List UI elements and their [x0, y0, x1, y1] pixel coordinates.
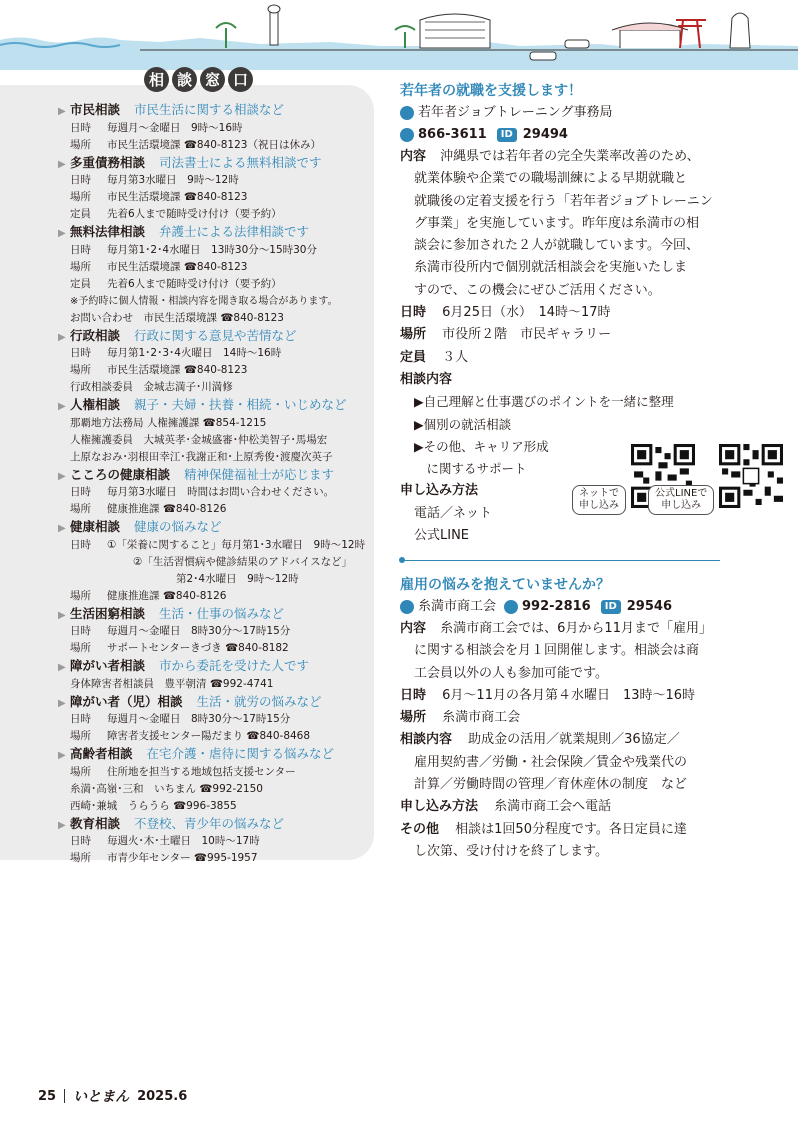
category-header [56, 693, 376, 712]
content-line: すので、この機会にぜひご活用ください。 [414, 282, 661, 298]
consultation-title [144, 67, 253, 92]
detail-row [56, 137, 376, 154]
consult-line: 助成金の活用／就業規則／36協定／ [468, 732, 680, 748]
category-name: こころの健康相談 [70, 466, 171, 482]
content-line: 糸満市役所内で個別就活相談会を実施いたしま [414, 260, 688, 276]
category-header [56, 605, 376, 624]
detail-row [56, 501, 376, 518]
detail-key: 日時 [70, 486, 91, 498]
detail-key: 場所 [70, 730, 91, 742]
date-label: 日時 [400, 687, 427, 703]
category-summary: 親子・夫婦・扶養・相続・いじめなど [134, 397, 347, 412]
triangle-icon: ▶ [58, 401, 66, 412]
page-footer [38, 1086, 187, 1106]
article-title: 雇用の悩みを抱えていませんか？ [400, 577, 610, 593]
detail-row [56, 623, 376, 640]
footer-divider [64, 1089, 65, 1103]
place-label: 場所 [400, 710, 427, 726]
article-title: 若年者の就職を支援します！ [400, 83, 582, 99]
content-line: 談会に参加された２人が就職しています。今回、 [414, 238, 699, 254]
org-contact-line [400, 596, 730, 618]
triangle-icon: ▶ [58, 662, 66, 673]
title-char: 相 [144, 67, 169, 92]
date-line [400, 302, 730, 324]
detail-key: 場所 [70, 260, 91, 273]
detail-row [56, 588, 376, 605]
other-block [400, 819, 730, 864]
consult-item: ▶個別の就活相談 [414, 416, 512, 432]
consult-block [400, 729, 730, 796]
category-header [56, 327, 376, 346]
phone-number: 866-3611 [418, 127, 487, 142]
apply-label: 申し込み方法 [400, 483, 479, 499]
consult-line: 計算／労働時間の管理／育休産休の制度 など [414, 777, 688, 793]
consultation-list [56, 101, 376, 867]
category-header [56, 745, 376, 764]
category-name: 健康相談 [70, 519, 121, 534]
triangle-icon: ▶ [58, 750, 66, 761]
detail-key: 場所 [70, 191, 91, 203]
detail-line: 西崎･兼城 うらうら ☎996-3855 [70, 799, 237, 812]
capacity-label: 定員 [400, 349, 427, 365]
apply-value: 糸満市商工会へ電話 [494, 799, 612, 815]
detail-line: 身体障害者相談員 豊平朝清 ☎992-4741 [70, 677, 274, 690]
category-summary: 健康の悩みなど [134, 519, 222, 534]
other-line: 相談は1回50分程度です。各日定員に達 [455, 821, 687, 837]
detail-row [56, 206, 376, 223]
detail-row [56, 850, 376, 867]
contact-line [400, 124, 730, 146]
detail-key: 日時 [70, 538, 91, 551]
triangle-icon: ▶ [58, 819, 66, 831]
apply-line [400, 796, 730, 818]
detail-value: 市民生活環境課 ☎840-8123 [107, 191, 248, 203]
detail-key: 日時 [70, 121, 91, 134]
detail-row [56, 172, 376, 189]
category-name: 高齢者相談 [70, 746, 133, 761]
detail-key: 日時 [70, 625, 91, 637]
detail-value: 毎月第1･2･4水曜日 13時30分～15時30分 [107, 243, 317, 256]
content-line: グ事業」を実施しています。昨年度は糸満市の相 [414, 215, 699, 231]
consult-line: 雇用契約書／労働・社会保険／賃金や残業代の [414, 754, 688, 770]
header-illustration [0, 0, 798, 70]
phone-icon [504, 600, 518, 614]
category-summary: 生活・仕事の悩みなど [159, 605, 285, 621]
phone-icon [400, 128, 414, 142]
triangle-icon: ▶ [58, 470, 66, 482]
place-label: 場所 [400, 327, 427, 343]
date-value: 6月25日（水） 14時～17時 [442, 305, 611, 321]
org-name: 若年者ジョブトレーニング事務局 [418, 105, 613, 120]
triangle-icon: ▶ [58, 106, 66, 117]
detail-value: 毎週月～金曜日 9時～16時 [107, 121, 243, 134]
detail-row [56, 640, 376, 657]
id-search-tag: ID [601, 600, 621, 614]
detail-row [56, 484, 376, 501]
detail-row [56, 189, 376, 206]
qr-code-icon[interactable] [719, 444, 783, 508]
qr-line[interactable] [648, 436, 783, 515]
content-label: 内容 [400, 149, 427, 164]
detail-row [56, 259, 376, 276]
detail-value: サポートセンターきづき ☎840-8182 [107, 642, 289, 654]
detail-value: 市民生活環境課 ☎840-8123（祝日は休み） [107, 138, 321, 151]
detail-value: 毎月第3水曜日 時間はお問い合わせください。 [107, 486, 335, 498]
category-name: 無料法律相談 [70, 224, 146, 239]
content-line: 工会員以外の人も参加可能です。 [414, 665, 608, 681]
org-line [400, 102, 730, 124]
category-header [56, 466, 376, 485]
category-summary: 市民生活に関する相談など [134, 102, 285, 117]
content-line: に関する相談会を月１回開催します。相談会は商 [414, 643, 699, 659]
article-divider [400, 560, 720, 561]
phone-number: 992-2816 [522, 599, 591, 614]
detail-key: 場所 [70, 852, 91, 864]
category-name: 障がい者（児）相談 [70, 693, 183, 709]
detail-line: ②「生活習慣病や健診結果のアドバイスなど」 [133, 555, 353, 568]
id-search-tag: ID [497, 128, 517, 142]
place-value: 市役所２階 市民ギャラリー [442, 327, 612, 343]
detail-row [56, 764, 376, 781]
content-line: 就職後の定着支援を行う「若年者ジョブトレーニン [414, 193, 713, 209]
detail-line: 第2･4水曜日 9時～12時 [176, 572, 299, 585]
detail-value: 市民生活環境課 ☎840-8123 [107, 260, 248, 273]
detail-line: 人権擁護委員 大城英孝･金城盛審･仲松美智子･馬場宏 [70, 433, 328, 446]
detail-row [56, 728, 376, 745]
content-block [400, 146, 730, 302]
consult-label: 相談内容 [400, 371, 453, 387]
detail-value: 市青少年センター ☎995-1957 [107, 852, 258, 864]
category-header [56, 657, 376, 676]
date-value: 6月～11月の各月第４水曜日 13時～16時 [442, 687, 696, 703]
category-name: 生活困窮相談 [70, 605, 146, 621]
detail-value: 住所地を担当する地域包括支援センター [107, 765, 296, 778]
detail-key: 場所 [70, 589, 91, 602]
other-line: し次第、受け付けを終了します。 [414, 843, 608, 859]
detail-value: 毎週火･木･土曜日 10時～17時 [107, 835, 260, 847]
detail-key: 日時 [70, 347, 91, 359]
date-line [400, 685, 730, 707]
detail-key: 定員 [70, 277, 91, 290]
detail-line: 上原なおみ･羽根田幸江･我謝正和･上原秀俊･渡慶次英子 [70, 450, 333, 463]
triangle-icon: ▶ [58, 331, 66, 343]
issue-date: 2025.6 [137, 1088, 188, 1104]
detail-value: 先着6人まで随時受け付け（要予約） [107, 277, 282, 290]
detail-value: 先着6人まで随時受け付け（要予約） [107, 208, 282, 220]
detail-row [56, 362, 376, 379]
qr-net-label: ネットで 申し込み [572, 485, 626, 515]
note-line: ※予約時に個人情報・相談内容を聞き取る場合があります。 [70, 295, 338, 307]
category-summary: 市から委託を受けた人です [159, 658, 310, 673]
category-name: 市民相談 [70, 102, 121, 117]
date-label: 日時 [400, 305, 427, 321]
detail-value: 毎月第3水曜日 9時～12時 [107, 174, 239, 186]
apply-method: 公式LINE [414, 528, 470, 544]
consult-label: 相談内容 [400, 732, 453, 748]
capacity-line [400, 347, 730, 369]
category-name: 多重債務相談 [70, 154, 146, 170]
category-header [56, 154, 376, 173]
detail-key: 日時 [70, 835, 91, 847]
category-summary: 司法書士による無料相談です [159, 154, 322, 170]
detail-row [56, 276, 376, 293]
detail-row [56, 345, 376, 362]
category-summary: 生活・就労の悩みなど [196, 693, 322, 709]
apply-method: 電話／ネット [414, 505, 493, 521]
title-char: 談 [172, 67, 197, 92]
category-header [56, 815, 376, 834]
detail-value: 健康推進課 ☎840-8126 [107, 589, 227, 602]
page-id: 29494 [522, 127, 568, 142]
category-header [56, 396, 376, 415]
qr-line-label: 公式LINEで 申し込み [648, 485, 714, 515]
detail-value: 毎週月～金曜日 8時30分～17時15分 [107, 713, 291, 725]
category-name: 教育相談 [70, 815, 121, 831]
category-name: 人権相談 [70, 397, 121, 412]
detail-row [56, 833, 376, 850]
detail-key: 場所 [70, 765, 91, 778]
consult-item: に関するサポート [414, 461, 527, 477]
org-name: 糸満市商工会 [418, 599, 497, 614]
detail-line: 那覇地方法務局 人権擁護課 ☎854-1215 [70, 416, 267, 429]
content-line: 沖縄県では若年者の完全失業率改善のため、 [440, 149, 700, 164]
detail-line: 糸満･高嶺･三和 いちまん ☎992-2150 [70, 782, 263, 795]
content-line: 就業体験や企業での職場訓練による早期就職と [414, 171, 688, 187]
triangle-icon: ▶ [58, 158, 66, 170]
detail-row [56, 711, 376, 728]
place-line [400, 707, 730, 729]
page-number: 25 [38, 1088, 57, 1104]
page-id: 29546 [626, 599, 672, 614]
category-summary: 不登校、青少年の悩みなど [134, 815, 285, 831]
detail-line: お問い合わせ 市民生活環境課 ☎840-8123 [70, 311, 284, 324]
category-summary: 行政に関する意見や苦情など [134, 327, 297, 343]
detail-value: 健康推進課 ☎840-8126 [107, 503, 227, 515]
title-char: 窓 [200, 67, 225, 92]
detail-key: 日時 [70, 713, 91, 725]
detail-value: 毎月第1･2･3･4火曜日 14時～16時 [107, 347, 282, 359]
person-icon [400, 106, 414, 120]
place-line [400, 324, 730, 346]
category-header [56, 223, 376, 242]
detail-key: 場所 [70, 138, 91, 151]
article-employment-worries [400, 574, 730, 863]
place-value: 糸満市商工会 [442, 710, 521, 726]
detail-value: 障害者支援センター陽だまり ☎840-8468 [107, 730, 311, 742]
consult-item: ▶自己理解と仕事選びのポイントを一緒に整理 [414, 394, 674, 410]
other-label: その他 [400, 821, 440, 837]
content-line: 糸満市商工会では、6月から11月まで「雇用」 [440, 621, 712, 636]
category-summary: 在宅介護・虐待に関する悩みなど [146, 746, 335, 761]
detail-row [56, 242, 376, 259]
detail-key: 日時 [70, 174, 91, 186]
detail-row [56, 120, 376, 137]
triangle-icon: ▶ [58, 228, 66, 239]
capacity-value: ３人 [442, 349, 469, 365]
detail-row [56, 537, 376, 554]
category-header [56, 518, 376, 537]
person-icon [400, 600, 414, 614]
category-header [56, 101, 376, 120]
apply-label: 申し込み方法 [400, 799, 479, 815]
triangle-icon: ▶ [58, 609, 66, 621]
content-label: 内容 [400, 621, 427, 636]
detail-key: 場所 [70, 503, 91, 515]
detail-key: 定員 [70, 208, 91, 220]
category-name: 障がい者相談 [70, 658, 146, 673]
triangle-icon: ▶ [58, 523, 66, 534]
consult-item: ▶その他、キャリア形成 [414, 438, 549, 454]
category-summary: 弁護士による法律相談です [159, 224, 310, 239]
detail-key: 日時 [70, 243, 91, 256]
detail-line: 行政相談委員 金城志満子･川満修 [70, 381, 233, 393]
category-summary: 精神保健福祉士が応じます [184, 466, 335, 482]
category-name: 行政相談 [70, 327, 121, 343]
magazine-logo: いとまん [73, 1089, 130, 1105]
detail-value: 市民生活環境課 ☎840-8123 [107, 364, 248, 376]
triangle-icon: ▶ [58, 697, 66, 709]
content-block [400, 618, 730, 685]
detail-value: ①「栄養に関すること」毎月第1･3水曜日 9時～12時 [107, 538, 366, 551]
detail-key: 場所 [70, 642, 91, 654]
detail-value: 毎週月～金曜日 8時30分～17時15分 [107, 625, 291, 637]
detail-key: 場所 [70, 364, 91, 376]
title-char: 口 [228, 67, 253, 92]
